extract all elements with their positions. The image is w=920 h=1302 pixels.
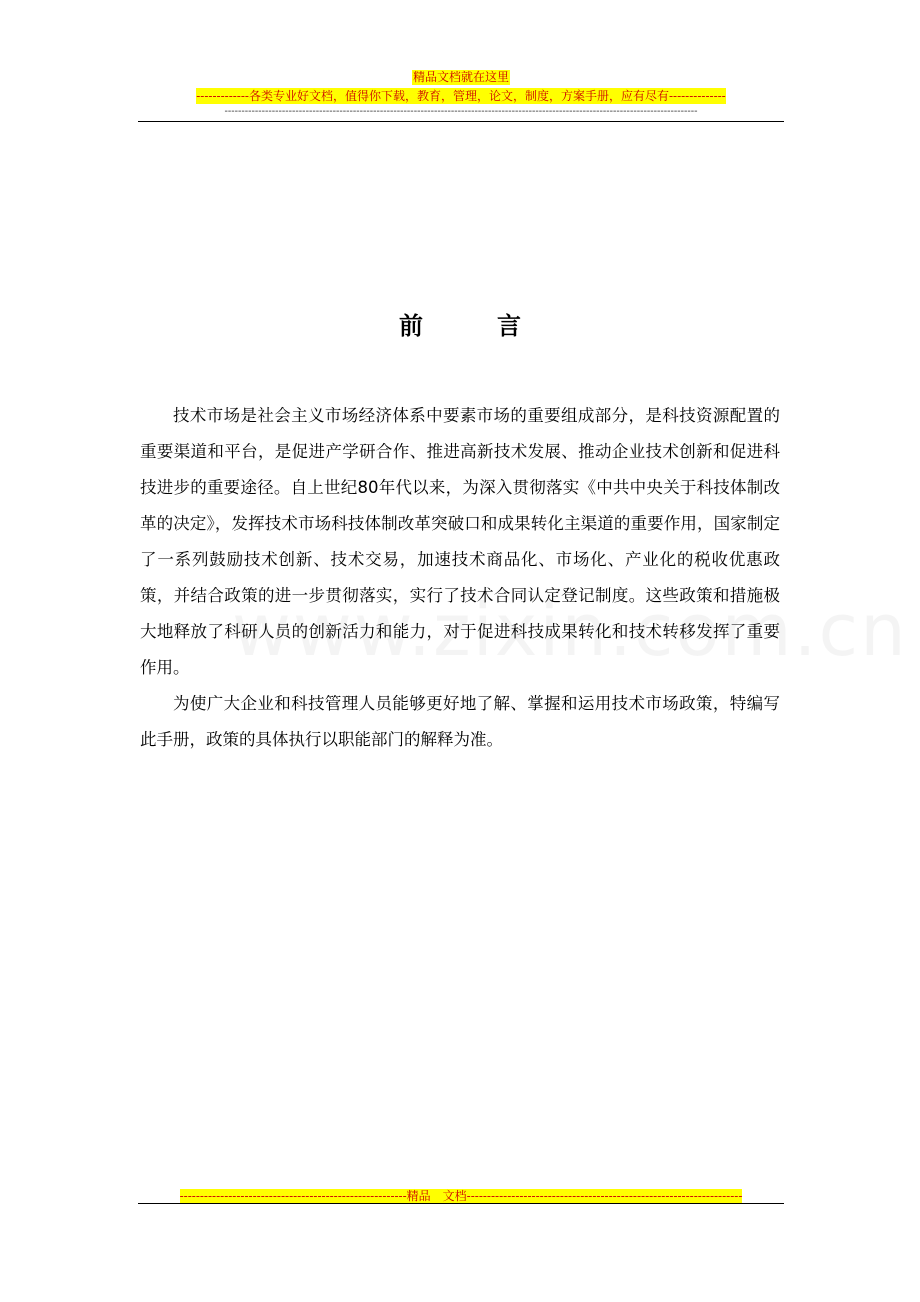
page-header xyxy=(138,66,784,118)
title-left-char: 前 xyxy=(399,312,423,340)
page-footer xyxy=(138,1185,784,1204)
title-right-char: 言 xyxy=(497,312,521,340)
footer-rule xyxy=(138,1203,784,1204)
header-dash-line: -------------------------------------------------------------------------------------------------------------------------------------------- xyxy=(224,106,698,117)
footer-text: --------------------------------------------------------精品 文档-------------------------------------------------------------------- xyxy=(179,1189,743,1203)
document-title xyxy=(0,306,920,341)
header-rule xyxy=(138,121,784,122)
body-paragraph: 为使广大企业和科技管理人员能够更好地了解、掌握和运用技术市场政策，特编写此手册，政策的具体执行以职能部门的解释为准。 xyxy=(140,694,780,749)
header-tagline: -------------各类专业好文档，值得你下载，教育，管理，论文，制度，方案手册，应有尽有-------------- xyxy=(196,89,726,103)
header-title: 精品文档就在这里 xyxy=(412,70,509,84)
body-paragraph: 技术市场是社会主义市场经济体系中要素市场的重要组成部分，是科技资源配置的重要渠道和平台，是促进产学研合作、推进高新技术发展、推动企业技术创新和促进科技进步的重要途径。自上世纪80年代以来，为深入贯彻落实《中共中央关于科技体制改革的决定》，发挥技术市场科技体制改革突破口和成果转化主渠道的重要作用，国家制定了一系列鼓励技术创新、技术交易，加速技术商品化、市场化、产业化的税收优惠政策，并结合政策的进一步贯彻落实，实行了技术合同认定登记制度。这些政策和措施极大地释放了科研人员的创新活力和能力，对于促进科技成果转化和技术转移发挥了重要作用。 xyxy=(140,406,780,677)
document-body xyxy=(140,398,780,758)
